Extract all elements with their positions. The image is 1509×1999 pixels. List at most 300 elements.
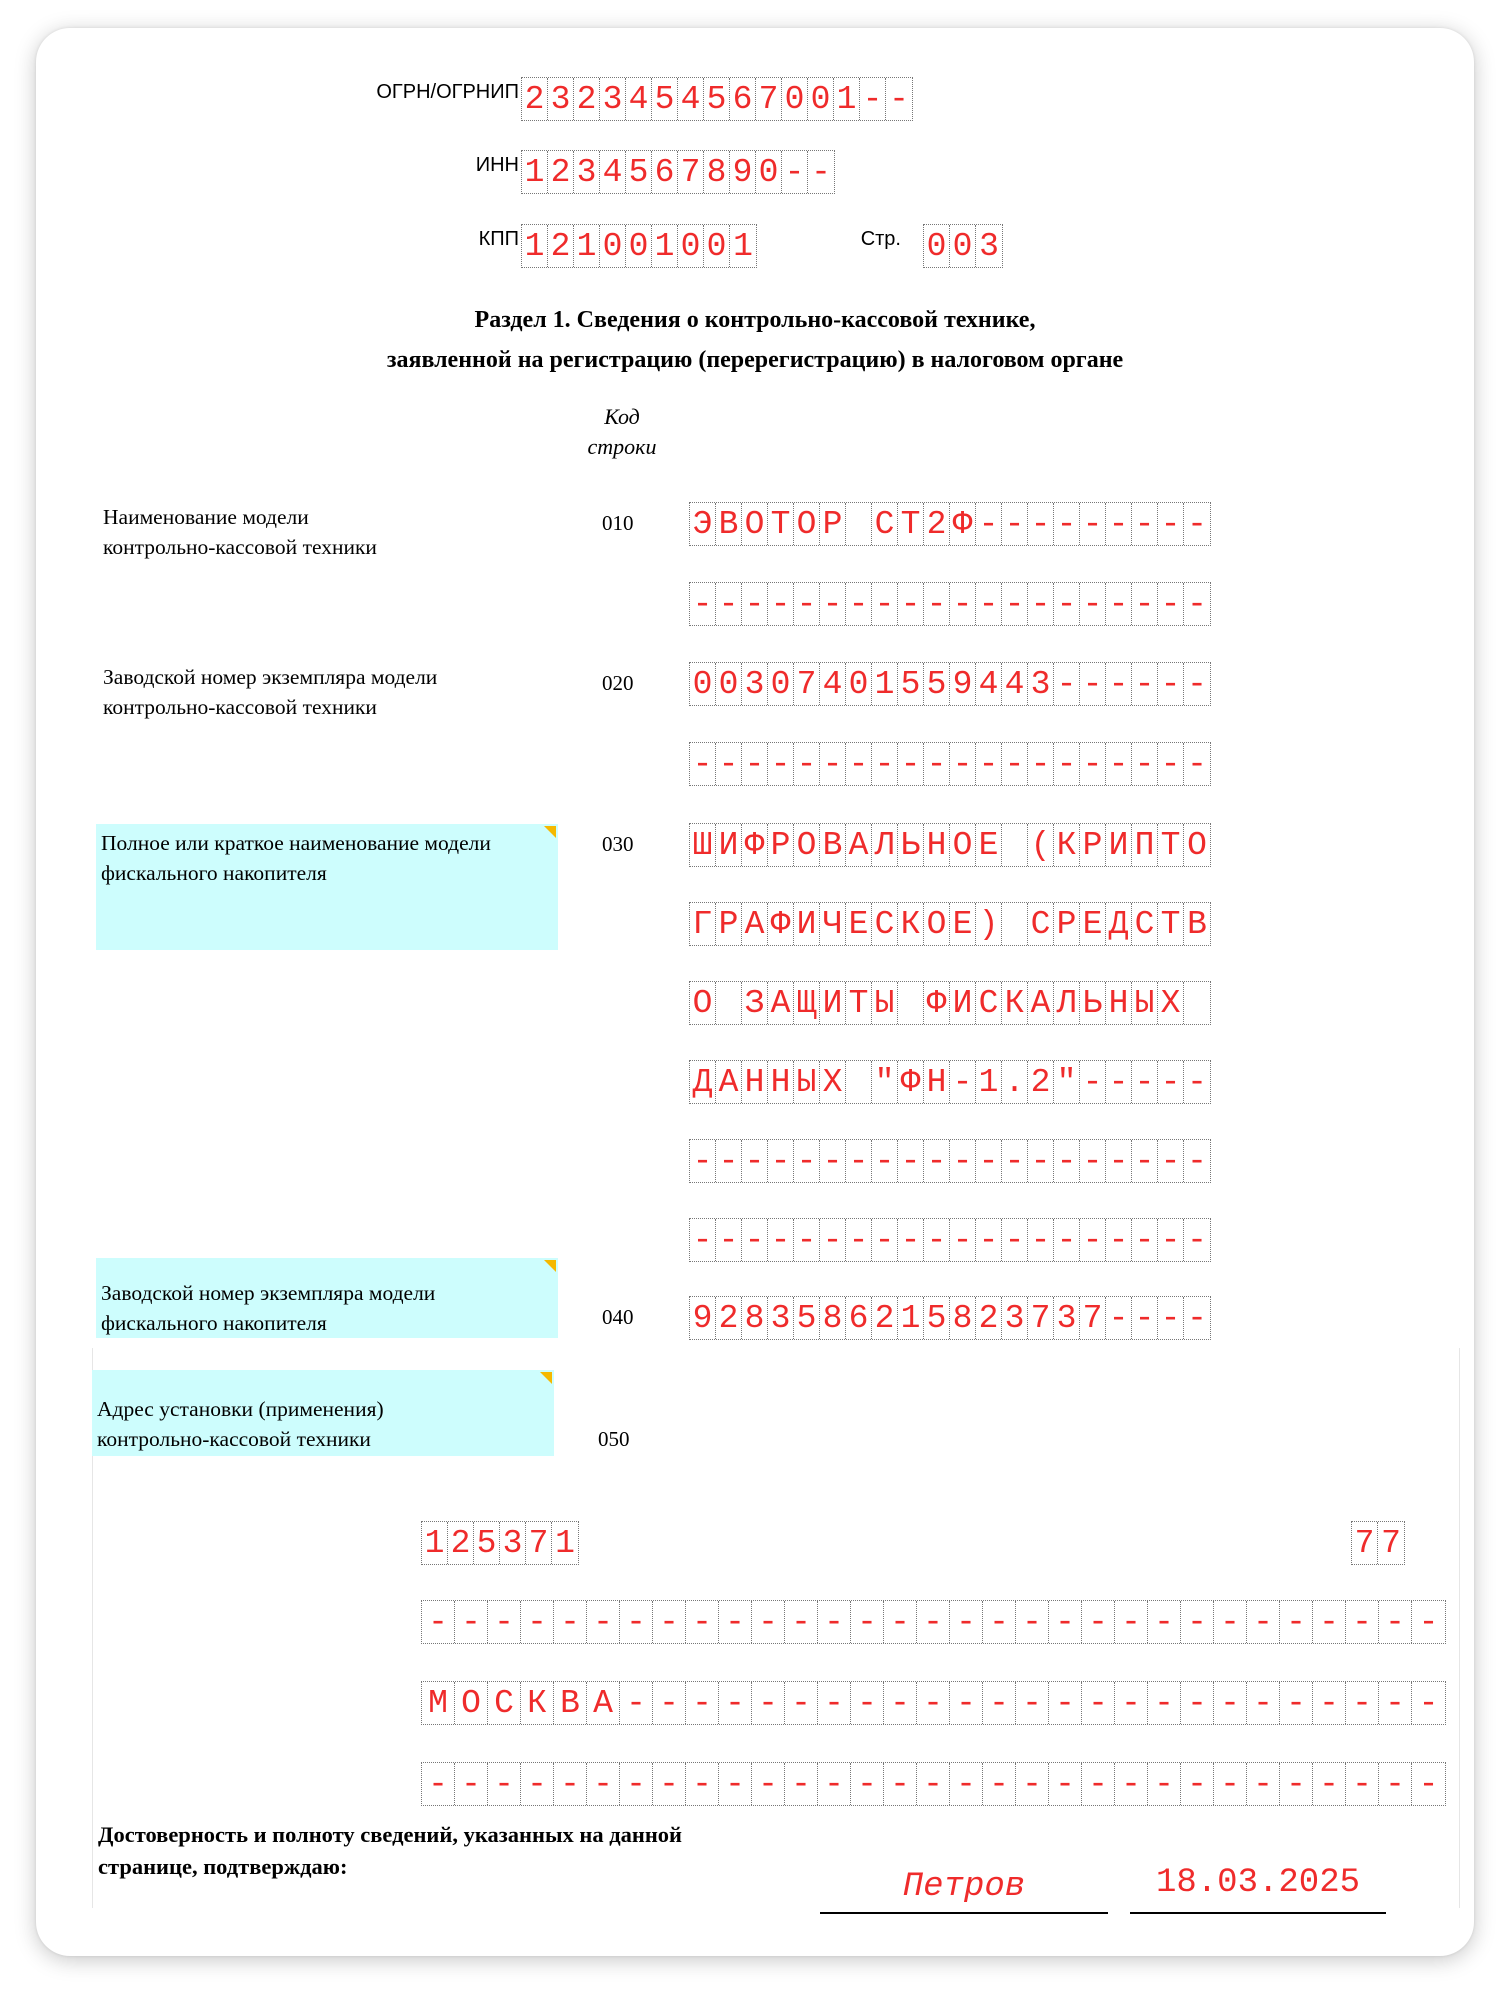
kpp-cells[interactable]	[522, 225, 756, 267]
field-030-cell: -	[1028, 1140, 1054, 1182]
field-040-cell: 6	[846, 1297, 872, 1339]
field-030-cell: К	[1002, 982, 1028, 1024]
section-title-line2: заявленной на регистрацию (перерегистрацию) в налоговом органе	[386, 347, 1124, 373]
field-030-cell: Ч	[820, 903, 846, 945]
field-030-cell: Ф	[898, 1061, 924, 1103]
field-010-cell: Т	[898, 503, 924, 545]
field-030-label-line1: Полное или краткое наименование модели	[101, 831, 491, 855]
field-020-cell: -	[924, 743, 950, 785]
field-040-cell: -	[1158, 1297, 1184, 1339]
field-030-cell: О	[924, 903, 950, 945]
field-010-row[interactable]	[690, 583, 1210, 625]
field-050-cell: -	[785, 1601, 818, 1643]
field-030-cell: -	[846, 1219, 872, 1261]
field-050-cell: -	[851, 1601, 884, 1643]
field-050-cell: -	[653, 1763, 686, 1805]
field-050-cell: -	[1082, 1601, 1115, 1643]
comment-marker-icon	[544, 1260, 556, 1272]
field-030-row[interactable]	[690, 982, 1210, 1024]
field-030-cell: Т	[1158, 824, 1184, 866]
field-050-cell: С	[488, 1682, 521, 1724]
field-030-cell: Г	[690, 903, 716, 945]
field-050-cell: -	[1280, 1763, 1313, 1805]
field-050-cell: -	[884, 1763, 917, 1805]
field-020-cell: -	[1106, 663, 1132, 705]
page-cell: 3	[979, 227, 999, 265]
field-050-cell: -	[1016, 1601, 1049, 1643]
field-010-cell: -	[1106, 503, 1132, 545]
field-030-cell: "	[1054, 1061, 1080, 1103]
field-020-cell: -	[1054, 743, 1080, 785]
field-050-cell: -	[1181, 1763, 1214, 1805]
field-050-row[interactable]	[422, 1682, 1445, 1724]
field-040-cell: 8	[950, 1297, 976, 1339]
kpp-cell: 1	[733, 227, 753, 265]
field-010-cell: -	[1132, 503, 1158, 545]
field-050-cell: -	[752, 1763, 785, 1805]
field-010-cell: О	[794, 503, 820, 545]
field-020-cell: -	[872, 743, 898, 785]
field-030-cell: Н	[742, 1061, 768, 1103]
field-050-cell: -	[1280, 1601, 1313, 1643]
field-050-cell: -	[686, 1601, 719, 1643]
field-050-cell: -	[1082, 1682, 1115, 1724]
form-sheet	[36, 28, 1474, 1956]
code-column-header	[562, 402, 682, 462]
field-040-cell: 5	[794, 1297, 820, 1339]
field-030-cell: И	[716, 824, 742, 866]
field-030-cell: -	[1002, 1219, 1028, 1261]
field-030-cell: Ф	[742, 824, 768, 866]
field-030-cell: -	[1158, 1140, 1184, 1182]
field-030-label	[96, 824, 558, 950]
field-050-cell: -	[620, 1601, 653, 1643]
field-030-cell: И	[950, 982, 976, 1024]
field-020-cell: -	[820, 743, 846, 785]
field-010-row[interactable]	[690, 503, 1210, 545]
field-030-cell: И	[1106, 824, 1132, 866]
field-010-cell: -	[924, 583, 950, 625]
inn-cell: 9	[730, 151, 756, 193]
field-050-cell: -	[917, 1601, 950, 1643]
field-030-cell: Ш	[690, 824, 716, 866]
field-050-cell: -	[1181, 1682, 1214, 1724]
field-030-cell: О	[690, 982, 716, 1024]
field-030-cell: -	[924, 1140, 950, 1182]
field-050-cell: -	[818, 1601, 851, 1643]
kpp-label: КПП	[478, 228, 519, 250]
field-050-cell: -	[1016, 1763, 1049, 1805]
field-030-cell: Ь	[898, 824, 924, 866]
field-020-row[interactable]	[690, 663, 1210, 705]
ogrn-cell: 1	[834, 78, 860, 120]
field-050-cell: -	[752, 1682, 785, 1724]
field-020-code: 020	[602, 671, 634, 695]
field-050-cell: -	[719, 1682, 752, 1724]
field-030-cell: -	[716, 1140, 742, 1182]
section-title	[36, 300, 1474, 380]
field-010-cell: -	[1080, 503, 1106, 545]
field-030-cell: Д	[1106, 903, 1132, 945]
ogrn-cells[interactable]	[522, 78, 912, 120]
field-040-cell: 2	[872, 1297, 898, 1339]
field-030-cell: Ы	[1132, 982, 1158, 1024]
field-030-label-line2: фискального накопителя	[101, 861, 327, 885]
postcode-cell: 2	[448, 1522, 474, 1564]
field-020-cell: -	[1158, 663, 1184, 705]
field-020-cell: -	[976, 743, 1002, 785]
field-030-row[interactable]	[690, 1219, 1210, 1261]
field-020-cell: -	[1187, 745, 1207, 783]
confirmation-line2: странице, подтверждаю:	[98, 1854, 348, 1879]
field-050-cell: -	[983, 1682, 1016, 1724]
field-050-cell: -	[1280, 1682, 1313, 1724]
field-030-cell: Е	[976, 824, 1002, 866]
field-010-cell: -	[690, 583, 716, 625]
field-050-cell: -	[1379, 1601, 1412, 1643]
field-050-cell: -	[1115, 1682, 1148, 1724]
field-030-cell: С	[1132, 903, 1158, 945]
field-030-cell: Р	[1080, 824, 1106, 866]
field-020-cell: 7	[794, 663, 820, 705]
field-050-cell: -	[785, 1763, 818, 1805]
field-010-cell: -	[768, 583, 794, 625]
field-030-cell: Ф	[768, 903, 794, 945]
page-label: Стр.	[860, 228, 901, 250]
field-050-cell: -	[983, 1601, 1016, 1643]
field-030-cell: Х	[820, 1061, 846, 1103]
field-050-cell: -	[917, 1682, 950, 1724]
field-010-cell: С	[872, 503, 898, 545]
field-030-cell: -	[1028, 1219, 1054, 1261]
comment-marker-icon	[544, 826, 556, 838]
field-020-cell: 0	[690, 663, 716, 705]
field-010-code: 010	[602, 511, 634, 535]
field-010-cell: -	[1187, 505, 1207, 543]
field-050-cell: -	[1148, 1682, 1181, 1724]
ogrn-cell: -	[889, 80, 909, 118]
field-020-cell: 4	[976, 663, 1002, 705]
field-030-row[interactable]	[690, 824, 1210, 866]
kpp-cell: 0	[626, 225, 652, 267]
field-050-cell: -	[1214, 1601, 1247, 1643]
field-030-cell	[898, 982, 924, 1024]
inn-cell: 5	[626, 151, 652, 193]
field-030-cell: -	[1187, 1221, 1207, 1259]
inn-cell: 7	[678, 151, 704, 193]
field-030-cell: А	[1028, 982, 1054, 1024]
field-030-cell: Ф	[924, 982, 950, 1024]
postcode-cell: 5	[474, 1522, 500, 1564]
inn-cell: 2	[548, 151, 574, 193]
page-cell: 0	[950, 225, 976, 267]
field-030-row[interactable]	[690, 903, 1210, 945]
field-030-cell: К	[898, 903, 924, 945]
field-050-cell: -	[1214, 1763, 1247, 1805]
field-030-cell: С	[1028, 903, 1054, 945]
field-010-cell: В	[716, 503, 742, 545]
field-030-cell: -	[1132, 1219, 1158, 1261]
field-020-cell: -	[1054, 663, 1080, 705]
field-030-cell	[1184, 982, 1210, 1024]
field-030-cell	[846, 1061, 872, 1103]
field-020-cell: -	[768, 743, 794, 785]
field-040-row[interactable]	[690, 1297, 1210, 1339]
field-030-cell: Ы	[794, 1061, 820, 1103]
field-050-cell: -	[1313, 1601, 1346, 1643]
region-cell: 7	[1381, 1524, 1401, 1562]
field-050-cell: -	[521, 1601, 554, 1643]
field-050-cell: -	[653, 1601, 686, 1643]
ogrn-cell: 4	[626, 78, 652, 120]
field-010-label-line1: Наименование модели	[103, 505, 309, 529]
field-020-cell: -	[950, 743, 976, 785]
field-030-cell: 2	[1028, 1061, 1054, 1103]
field-030-cell: -	[794, 1140, 820, 1182]
field-020-cell: -	[1158, 743, 1184, 785]
comment-marker-icon	[540, 1372, 552, 1384]
signature-field[interactable]: Петров	[902, 1868, 1026, 1906]
field-030-cell: Х	[1158, 982, 1184, 1024]
field-050-cell: -	[488, 1601, 521, 1643]
field-050-cell: -	[488, 1763, 521, 1805]
field-030-cell: Р	[768, 824, 794, 866]
field-020-cell: 5	[924, 663, 950, 705]
field-020-cell: -	[1187, 665, 1207, 703]
field-050-cell: М	[422, 1682, 455, 1724]
field-030-cell: -	[768, 1140, 794, 1182]
field-020-cell: 9	[950, 663, 976, 705]
field-020-cell: -	[1028, 743, 1054, 785]
field-020-label-line2: контрольно-кассовой техники	[103, 695, 377, 719]
field-050-row[interactable]	[422, 1601, 1445, 1643]
field-020-cell: 4	[820, 663, 846, 705]
field-030-cell: )	[976, 903, 1002, 945]
field-030-cell: -	[1106, 1061, 1132, 1103]
postcode-cells[interactable]	[422, 1522, 578, 1564]
field-010-cell: -	[898, 583, 924, 625]
field-030-cell: А	[768, 982, 794, 1024]
date-field[interactable]: 18.03.2025	[1155, 1864, 1361, 1902]
inn-cell: -	[811, 153, 831, 191]
postcode-cell: 7	[526, 1522, 552, 1564]
field-050-row[interactable]	[422, 1763, 1445, 1805]
field-020-cell: 3	[742, 663, 768, 705]
field-020-cell: -	[742, 743, 768, 785]
field-010-cell: Ф	[950, 503, 976, 545]
ogrn-cell: 7	[756, 78, 782, 120]
field-050-cell: А	[587, 1682, 620, 1724]
field-040-cell: 2	[716, 1297, 742, 1339]
field-040-cell: 8	[742, 1297, 768, 1339]
field-050-cell: -	[620, 1682, 653, 1724]
inn-cell: 6	[652, 151, 678, 193]
field-010-cell: -	[1187, 585, 1207, 623]
field-030-cell: Л	[1054, 982, 1080, 1024]
ogrn-cell: 5	[652, 78, 678, 120]
field-050-cell: -	[1247, 1601, 1280, 1643]
field-010-cell: Т	[768, 503, 794, 545]
ogrn-label: ОГРН/ОГРНИП	[376, 81, 519, 103]
field-020-cell: -	[1002, 743, 1028, 785]
kpp-cell: 2	[548, 225, 574, 267]
field-030-cell: "	[872, 1061, 898, 1103]
field-020-cell: 5	[898, 663, 924, 705]
ogrn-cell: 2	[574, 78, 600, 120]
field-030-cell: -	[690, 1219, 716, 1261]
page-number-cells[interactable]	[924, 225, 1002, 267]
inn-cell: 3	[574, 151, 600, 193]
field-050-cell: -	[851, 1682, 884, 1724]
field-020-cell: -	[898, 743, 924, 785]
field-050-cell: -	[422, 1763, 455, 1805]
field-030-cell: О	[1187, 826, 1207, 864]
field-030-cell: И	[794, 903, 820, 945]
field-020-cell: -	[1106, 743, 1132, 785]
kpp-cell: 1	[652, 225, 678, 267]
field-030-cell: А	[742, 903, 768, 945]
field-030-cell: Т	[1158, 903, 1184, 945]
field-030-cell: Н	[924, 1061, 950, 1103]
field-050-cell: О	[455, 1682, 488, 1724]
ogrn-cell: 4	[678, 78, 704, 120]
field-030-cell: Ы	[872, 982, 898, 1024]
field-030-cell: .	[1002, 1061, 1028, 1103]
field-030-cell: Щ	[794, 982, 820, 1024]
field-030-cell: -	[1158, 1219, 1184, 1261]
region-code-cells[interactable]	[1352, 1522, 1404, 1564]
field-030-cell: Д	[690, 1061, 716, 1103]
field-050-cell: -	[1346, 1763, 1379, 1805]
field-020-cell: 3	[1028, 663, 1054, 705]
field-030-cell: -	[1080, 1219, 1106, 1261]
field-050-cell: -	[950, 1682, 983, 1724]
field-020-cell: -	[846, 743, 872, 785]
field-030-cell: -	[1106, 1219, 1132, 1261]
field-050-cell: -	[1049, 1763, 1082, 1805]
postcode-cell: 3	[500, 1522, 526, 1564]
field-020-cell: 4	[1002, 663, 1028, 705]
field-030-cell: -	[768, 1219, 794, 1261]
postcode-cell: 1	[555, 1524, 575, 1562]
field-030-cell: -	[1132, 1061, 1158, 1103]
code-header-line2: строки	[587, 434, 657, 459]
field-040-cell: 8	[820, 1297, 846, 1339]
field-050-cell: -	[1418, 1603, 1439, 1641]
field-040-cell: 7	[1028, 1297, 1054, 1339]
field-040-cell: 3	[768, 1297, 794, 1339]
field-030-cell: -	[976, 1219, 1002, 1261]
signature-underline	[820, 1912, 1108, 1914]
field-030-cell: О	[794, 824, 820, 866]
field-030-cell: -	[1187, 1142, 1207, 1180]
field-040-code: 040	[602, 1305, 634, 1329]
field-050-cell: -	[1313, 1763, 1346, 1805]
field-030-cell: -	[1187, 1063, 1207, 1101]
field-030-cell: Т	[846, 982, 872, 1024]
field-010-cell: О	[742, 503, 768, 545]
field-020-cell: -	[690, 743, 716, 785]
field-050-cell: -	[884, 1682, 917, 1724]
field-030-cell: -	[742, 1219, 768, 1261]
field-020-cell: -	[1080, 743, 1106, 785]
field-010-cell: 2	[924, 503, 950, 545]
field-050-cell: -	[950, 1763, 983, 1805]
section-title-line1: Раздел 1. Сведения о контрольно-кассовой технике,	[474, 307, 1036, 333]
inn-cell: 4	[600, 151, 626, 193]
field-030-row[interactable]	[690, 1140, 1210, 1182]
ogrn-cell: 0	[808, 78, 834, 120]
field-010-cell: -	[976, 583, 1002, 625]
field-050-cell: -	[1082, 1763, 1115, 1805]
field-050-cell: -	[1418, 1765, 1439, 1803]
field-030-cell: Е	[1080, 903, 1106, 945]
field-010-cell: -	[1158, 503, 1184, 545]
field-030-cell: -	[1158, 1061, 1184, 1103]
field-020-row[interactable]	[690, 743, 1210, 785]
field-020-cell: -	[1080, 663, 1106, 705]
field-050-cell: -	[719, 1601, 752, 1643]
ogrn-cell: 3	[548, 78, 574, 120]
field-030-cell: -	[1080, 1140, 1106, 1182]
field-030-cell: -	[950, 1061, 976, 1103]
field-020-cell: -	[1132, 663, 1158, 705]
field-050-cell: -	[554, 1601, 587, 1643]
field-030-row[interactable]	[690, 1061, 1210, 1103]
field-050-cell: -	[1148, 1601, 1181, 1643]
field-050-cell: -	[1115, 1763, 1148, 1805]
field-010-cell: -	[716, 583, 742, 625]
field-050-cell: -	[521, 1763, 554, 1805]
field-050-cell: -	[884, 1601, 917, 1643]
field-050-cell: -	[1148, 1763, 1181, 1805]
field-030-cell: -	[846, 1140, 872, 1182]
field-030-code: 030	[602, 832, 634, 856]
field-020-label	[98, 662, 518, 722]
field-050-cell: -	[1379, 1763, 1412, 1805]
field-010-cell: -	[1002, 503, 1028, 545]
field-010-cell: -	[1028, 583, 1054, 625]
field-010-cell: -	[976, 503, 1002, 545]
field-050-label-line1: Адрес установки (применения)	[97, 1397, 384, 1421]
field-050-cell: -	[752, 1601, 785, 1643]
field-050-cell: -	[983, 1763, 1016, 1805]
field-030-cell: -	[898, 1219, 924, 1261]
field-030-cell	[716, 982, 742, 1024]
field-030-cell: С	[976, 982, 1002, 1024]
field-030-cell: -	[898, 1140, 924, 1182]
field-050-cell: -	[455, 1763, 488, 1805]
field-040-cell: -	[1132, 1297, 1158, 1339]
inn-cells[interactable]	[522, 151, 834, 193]
field-010-cell: -	[1158, 583, 1184, 625]
field-020-cell: 0	[716, 663, 742, 705]
field-010-cell: -	[1054, 583, 1080, 625]
field-030-cell: Н	[924, 824, 950, 866]
field-010-cell: -	[950, 583, 976, 625]
field-010-cell: -	[872, 583, 898, 625]
kpp-cell: 1	[574, 225, 600, 267]
ogrn-cell: 6	[730, 78, 756, 120]
field-050-cell: -	[1379, 1682, 1412, 1724]
field-030-cell: И	[820, 982, 846, 1024]
field-010-cell: Э	[690, 503, 716, 545]
region-cell: 7	[1352, 1522, 1378, 1564]
field-030-cell: (	[1028, 824, 1054, 866]
field-050-cell: -	[1247, 1763, 1280, 1805]
inn-label: ИНН	[475, 154, 519, 176]
field-050-cell: -	[1346, 1601, 1379, 1643]
